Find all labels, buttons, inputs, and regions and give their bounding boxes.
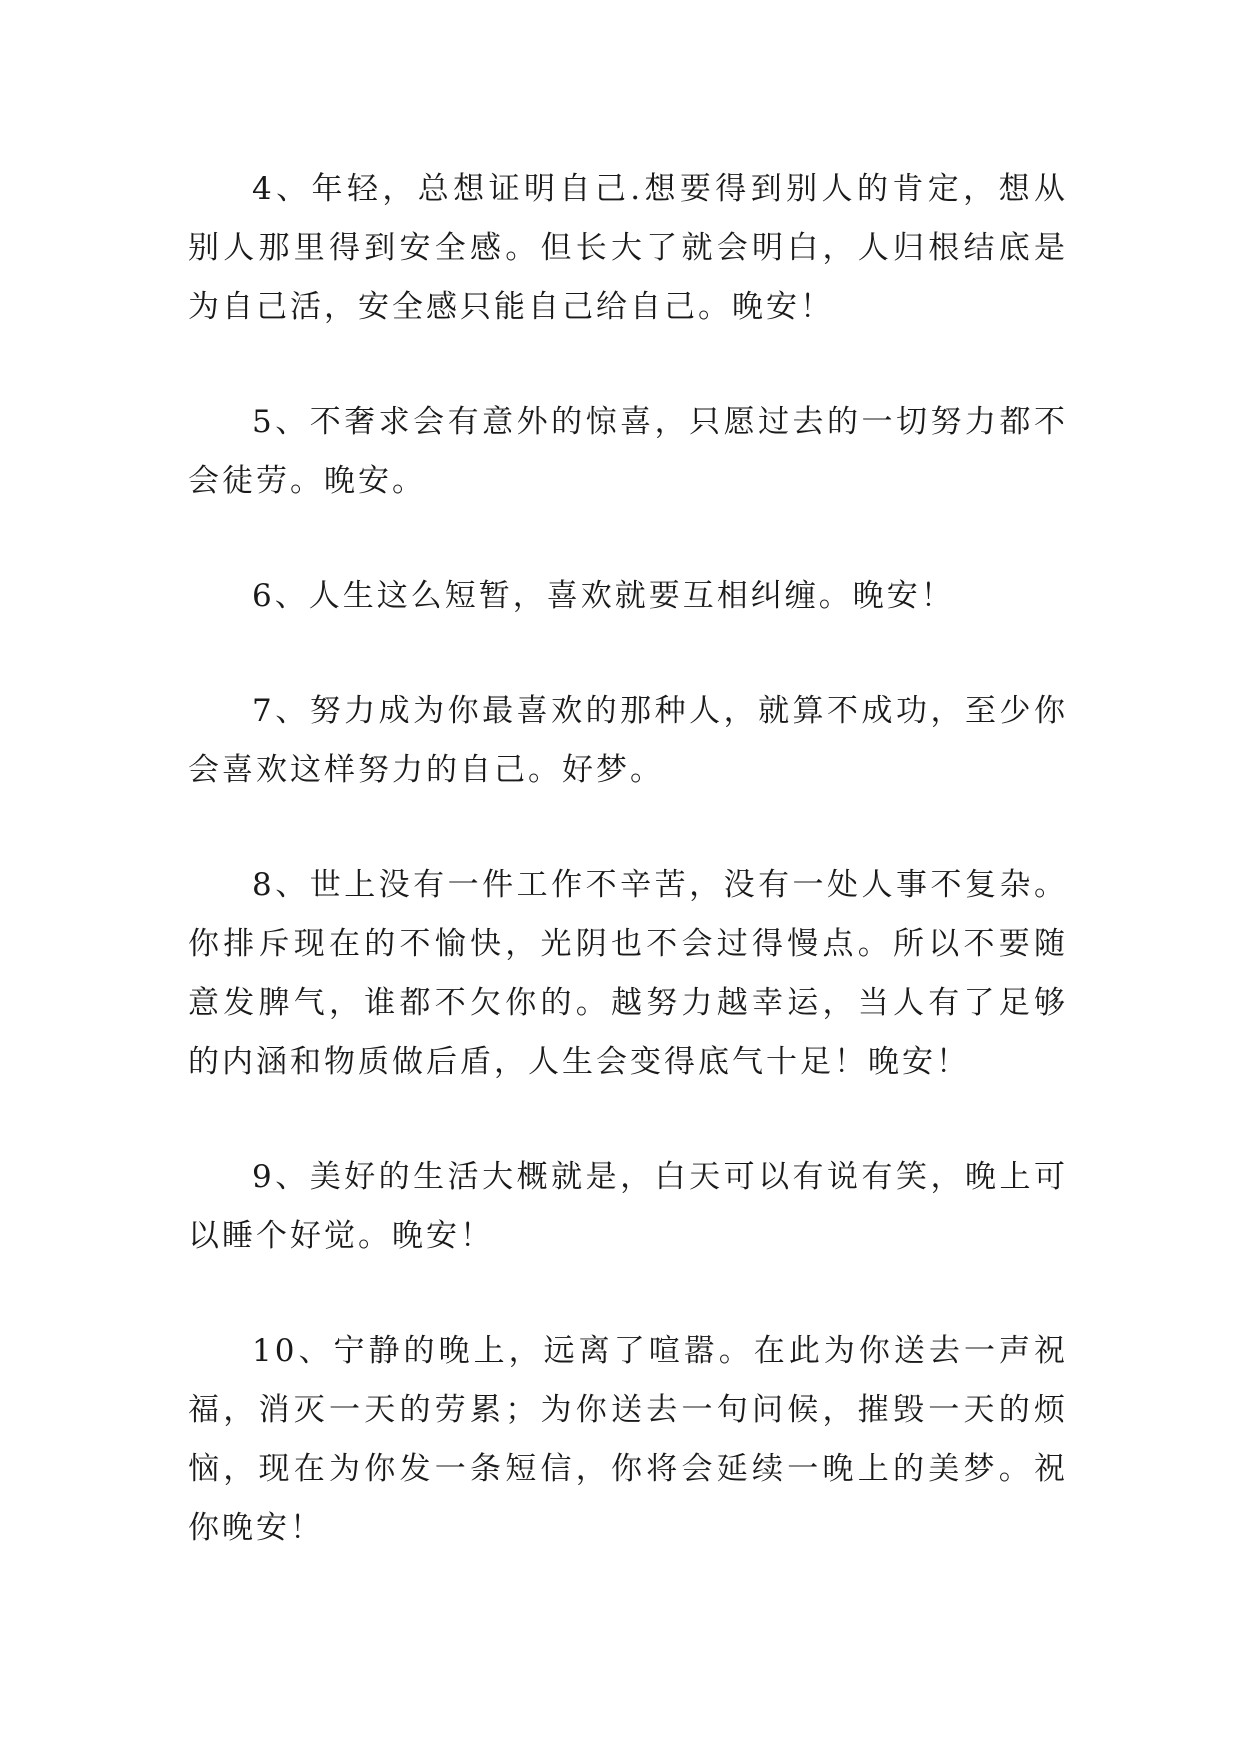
paragraph-7: 7、努力成为你最喜欢的那种人，就算不成功，至少你会喜欢这样努力的自己。好梦。 [188,693,1068,788]
paragraph-9: 9、美好的生活大概就是，白天可以有说有笑，晚上可以睡个好觉。晚安！ [188,1159,1068,1254]
paragraph-5: 5、不奢求会有意外的惊喜，只愿过去的一切努力都不会徒劳。晚安。 [188,404,1068,499]
paragraph-8: 8、世上没有一件工作不辛苦，没有一处人事不复杂。你排斥现在的不愉快，光阴也不会过得慢点。所以不要随意发脾气，谁都不欠你的。越努力越幸运，当人有了足够的内涵和物质做后盾，人生会变得底气十足！晚安！ [188,867,1068,1080]
paragraph-10: 10、宁静的晚上，远离了喧嚣。在此为你送去一声祝福，消灭一天的劳累；为你送去一句问候，摧毁一天的烦恼，现在为你发一条短信，你将会延续一晚上的美梦。祝你晚安！ [188,1333,1068,1546]
document-body [188,160,1068,1558]
paragraph-6: 6、人生这么短暂，喜欢就要互相纠缠。晚安！ [252,578,955,614]
paragraph-4: 4、年轻，总想证明自己.想要得到别人的肯定，想从别人那里得到安全感。但长大了就会明白，人归根结底是为自己活，安全感只能自己给自己。晚安！ [188,171,1068,325]
